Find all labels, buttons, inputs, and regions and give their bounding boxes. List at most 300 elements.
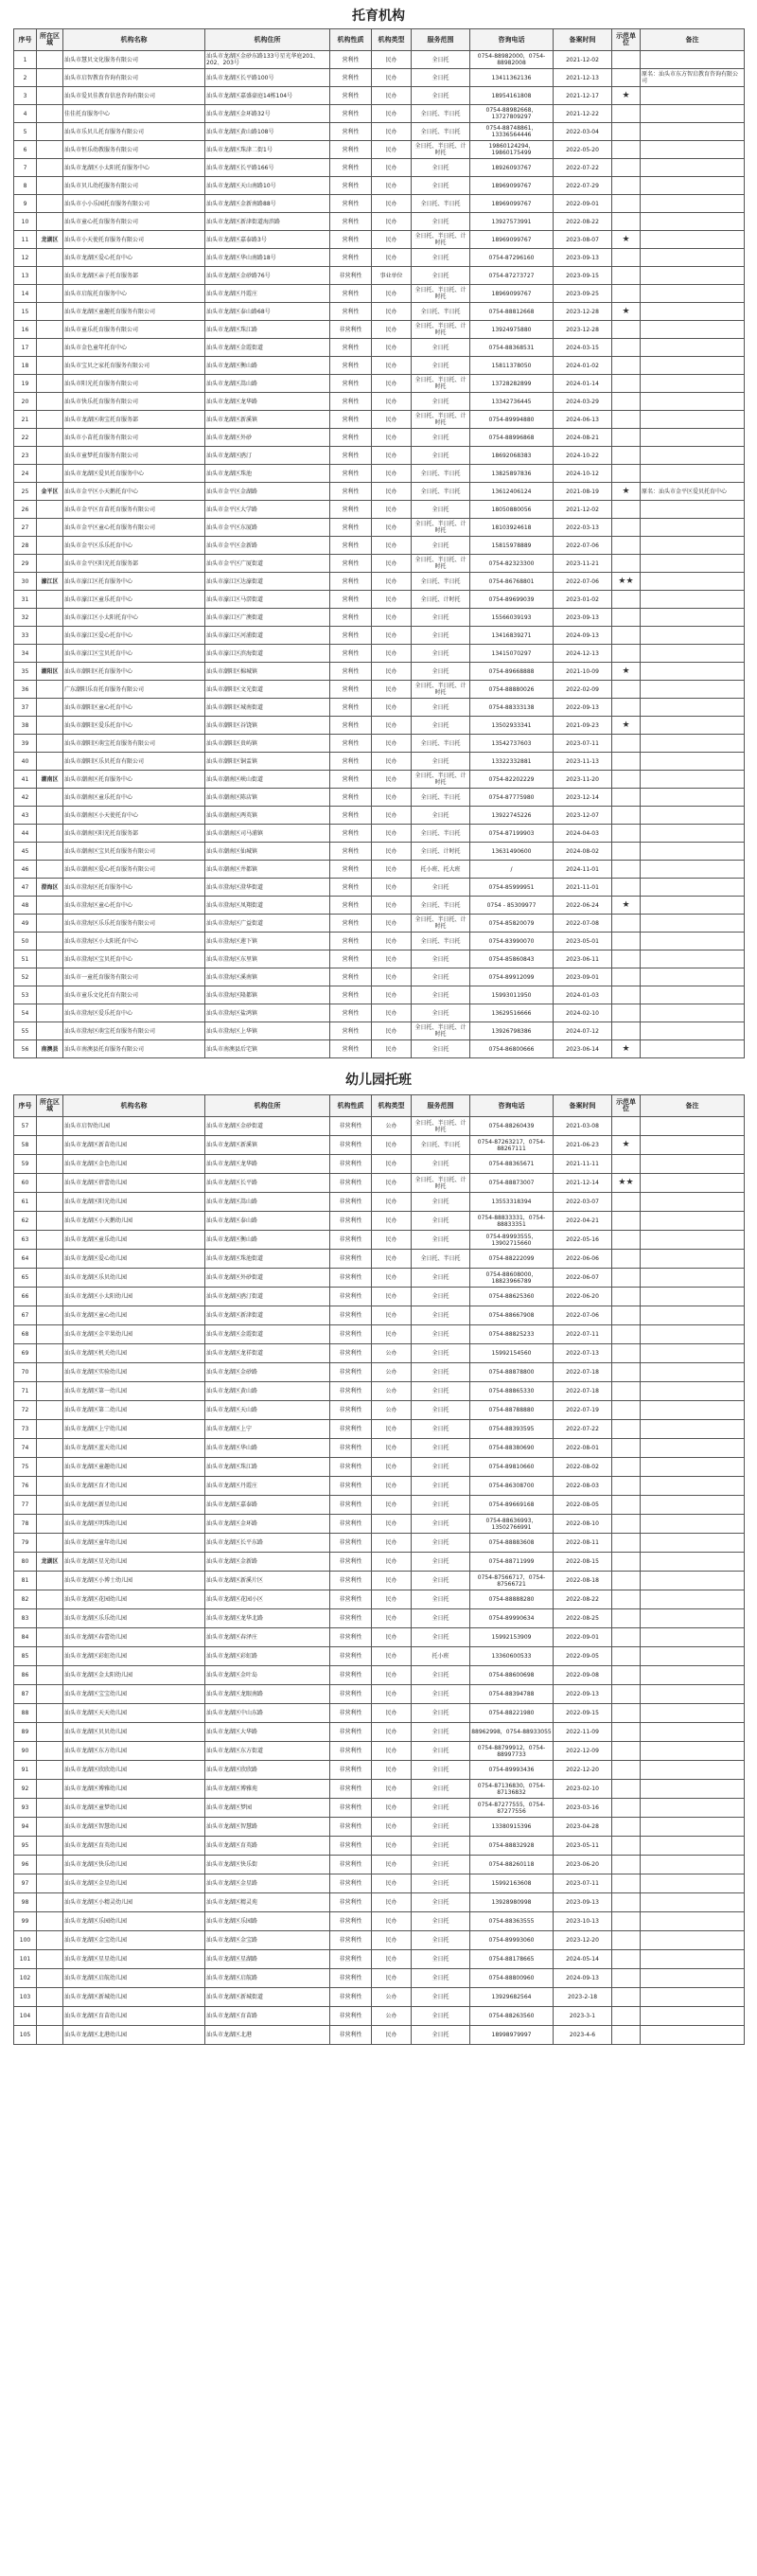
model-unit-star (612, 1288, 641, 1306)
contact-phone: 0754-87199903 (470, 825, 554, 843)
institution-type: 民办 (372, 1004, 412, 1022)
model-unit-star (612, 861, 641, 879)
filing-date: 2022-07-11 (554, 1325, 612, 1344)
institution-address: 汕头市澄海区隆都镇 (205, 986, 330, 1004)
institution-nature: 营利性 (330, 771, 372, 789)
institution-nature: 营利性 (330, 465, 372, 483)
model-unit-star (612, 177, 641, 195)
service-scope: 全日托 (412, 1969, 470, 1988)
row-number: 48 (14, 897, 37, 915)
contact-phone: 13924975880 (470, 321, 554, 339)
institution-type: 民办 (372, 789, 412, 807)
institution-nature: 营利性 (330, 609, 372, 627)
table-row (14, 807, 745, 825)
district-cell (37, 717, 63, 735)
institution-address: 汕头市潮阳区铜盂镇 (205, 753, 330, 771)
table-row (14, 986, 745, 1004)
kindergarten-header-row (14, 1095, 745, 1117)
institution-type: 公办 (372, 1344, 412, 1363)
remark-cell (641, 1609, 745, 1628)
remark-cell (641, 1799, 745, 1818)
district-cell (37, 1912, 63, 1931)
remark-cell (641, 591, 745, 609)
table-row (14, 933, 745, 950)
institution-address: 汕头市澄海区澄华街道 (205, 879, 330, 897)
contact-phone: 13926798386 (470, 1022, 554, 1040)
institution-name: 汕头市小苗托育服务有限公司 (63, 429, 205, 447)
institution-name: 汕头市龙湖区阳光幼儿园 (63, 1193, 205, 1212)
institution-name: 汕头市龙湖区明珠幼儿园 (63, 1515, 205, 1534)
row-number: 11 (14, 231, 37, 249)
filing-date: 2022-12-20 (554, 1761, 612, 1780)
model-unit-star (612, 1363, 641, 1382)
filing-date: 2023-01-02 (554, 591, 612, 609)
institution-type: 民办 (372, 1742, 412, 1761)
service-scope: 全日托 (412, 1628, 470, 1647)
table-row (14, 69, 745, 87)
institution-name: 汕头市龙湖区宝宝幼儿园 (63, 1685, 205, 1704)
table-row (14, 1193, 745, 1212)
institution-name: 汕头市潮阳区乐贝托育有限公司 (63, 753, 205, 771)
institution-nature: 营利性 (330, 411, 372, 429)
filing-date: 2024-01-14 (554, 375, 612, 393)
filing-date: 2022-06-20 (554, 1288, 612, 1306)
institution-name: 汕头市澄海区托育服务中心 (63, 879, 205, 897)
nursery-section-title: 托育机构 (352, 9, 405, 24)
service-scope: 全日托、计时托 (412, 843, 470, 861)
filing-date: 2022-12-09 (554, 1742, 612, 1761)
institution-type: 公办 (372, 2007, 412, 2026)
district-cell (37, 699, 63, 717)
model-unit-star (612, 537, 641, 555)
contact-phone: 0754-87263217，0754-88267111 (470, 1136, 554, 1155)
remark-cell (641, 717, 745, 735)
contact-phone: 0754-85860843 (470, 950, 554, 968)
district-cell (37, 861, 63, 879)
table-row (14, 1212, 745, 1231)
contact-phone: 0754-88865330 (470, 1382, 554, 1401)
contact-phone: 13922745226 (470, 807, 554, 825)
remark-cell (641, 1761, 745, 1780)
institution-address: 汕头市龙湖区鸥汀 (205, 447, 330, 465)
institution-nature: 营利性 (330, 915, 372, 933)
service-scope: 全日托、半日托、计时托 (412, 231, 470, 249)
contact-phone: / (470, 861, 554, 879)
service-scope: 全日托、半日托 (412, 897, 470, 915)
table-row (14, 1174, 745, 1193)
institution-address: 汕头市潮阳区城南街道 (205, 699, 330, 717)
service-scope: 全日托、半日托 (412, 1250, 470, 1269)
institution-address: 汕头市潮南区陈店镇 (205, 789, 330, 807)
institution-type: 民办 (372, 807, 412, 825)
institution-address: 汕头市龙湖区金叶岛 (205, 1666, 330, 1685)
institution-type: 民办 (372, 968, 412, 986)
table-row (14, 249, 745, 267)
table-row (14, 1704, 745, 1723)
service-scope: 全日托、半日托 (412, 933, 470, 950)
contact-phone: 0754-89993060 (470, 1931, 554, 1950)
district-cell (37, 1685, 63, 1704)
district-cell (37, 1193, 63, 1212)
institution-type: 民办 (372, 1174, 412, 1193)
service-scope: 全日托、半日托 (412, 825, 470, 843)
institution-address: 汕头市濠江区广澳街道 (205, 609, 330, 627)
institution-name: 汕头市龙湖区金星幼儿园 (63, 1874, 205, 1893)
contact-phone: 0754-85999951 (470, 879, 554, 897)
remark-cell (641, 968, 745, 986)
remark-cell (641, 1553, 745, 1572)
filing-date: 2024-03-29 (554, 393, 612, 411)
institution-nature: 非营利性 (330, 1325, 372, 1344)
institution-type: 民办 (372, 483, 412, 501)
institution-name: 汕头市启智幼儿园 (63, 1117, 205, 1136)
remark-cell (641, 1250, 745, 1269)
institution-name: 汕头市龙湖区蓓蕾幼儿园 (63, 1174, 205, 1193)
contact-phone: 13553318394 (470, 1193, 554, 1212)
institution-type: 民办 (372, 1155, 412, 1174)
table-row (14, 771, 745, 789)
model-unit-star (612, 986, 641, 1004)
contact-phone: 18954161808 (470, 87, 554, 105)
institution-name: 汕头市龙湖区启航幼儿园 (63, 1969, 205, 1988)
filing-date: 2023-09-13 (554, 249, 612, 267)
institution-type: 民办 (372, 1515, 412, 1534)
table-row (14, 753, 745, 771)
row-number: 58 (14, 1136, 37, 1155)
institution-name: 汕头市龙湖区新城幼儿园 (63, 1988, 205, 2007)
row-number: 83 (14, 1609, 37, 1628)
institution-nature: 非营利性 (330, 1837, 372, 1856)
service-scope: 全日托、半日托、计时托 (412, 141, 470, 159)
model-unit-star (612, 591, 641, 609)
institution-type: 民办 (372, 1136, 412, 1155)
row-number: 23 (14, 447, 37, 465)
service-scope: 全日托 (412, 2007, 470, 2026)
model-unit-star (612, 393, 641, 411)
row-number: 89 (14, 1723, 37, 1742)
row-number: 41 (14, 771, 37, 789)
institution-type: 民办 (372, 1893, 412, 1912)
institution-nature: 营利性 (330, 717, 372, 735)
institution-nature: 非营利性 (330, 1136, 372, 1155)
service-scope: 全日托 (412, 1931, 470, 1950)
row-number: 61 (14, 1193, 37, 1212)
contact-phone: 0754-89912099 (470, 968, 554, 986)
institution-nature: 营利性 (330, 1040, 372, 1058)
service-scope: 全日托 (412, 807, 470, 825)
column-header-institution-nature: 机构性质 (330, 29, 372, 51)
contact-phone: 15815978889 (470, 537, 554, 555)
contact-phone: 0754-88799912，0754-88997733 (470, 1742, 554, 1761)
institution-address: 汕头市潮南区峡山街道 (205, 771, 330, 789)
table-row (14, 1969, 745, 1988)
institution-name: 汕头市龙湖区星光幼儿园 (63, 1553, 205, 1572)
table-row (14, 663, 745, 681)
district-cell (37, 537, 63, 555)
institution-address: 汕头市南澳县后宅镇 (205, 1040, 330, 1058)
district-cell (37, 429, 63, 447)
table-row (14, 321, 745, 339)
service-scope: 全日托 (412, 1439, 470, 1458)
filing-date: 2021-11-11 (554, 1155, 612, 1174)
institution-address: 汕头市龙湖区北港 (205, 2026, 330, 2045)
institution-address: 汕头市龙湖区智慧路 (205, 1818, 330, 1837)
table-row (14, 1590, 745, 1609)
filing-date: 2021-12-02 (554, 51, 612, 69)
district-cell (37, 753, 63, 771)
remark-cell (641, 986, 745, 1004)
table-row (14, 1458, 745, 1477)
contact-phone: 18692068383 (470, 447, 554, 465)
table-row (14, 1893, 745, 1912)
table-row (14, 555, 745, 573)
filing-date: 2023-06-20 (554, 1856, 612, 1874)
institution-nature: 营利性 (330, 429, 372, 447)
institution-address: 汕头市龙湖区长平东路 (205, 1534, 330, 1553)
contact-phone: 0754-88888280 (470, 1590, 554, 1609)
institution-name: 汕头市龙湖区新苗幼儿园 (63, 1136, 205, 1155)
district-cell (37, 1231, 63, 1250)
institution-address: 汕头市龙湖区育苗路 (205, 2007, 330, 2026)
service-scope: 全日托 (412, 213, 470, 231)
district-cell (37, 1022, 63, 1040)
model-unit-star (612, 933, 641, 950)
contact-phone: 0754-88221980 (470, 1704, 554, 1723)
contact-phone: 0754-89990634 (470, 1609, 554, 1628)
district-cell (37, 1401, 63, 1420)
table-row (14, 1269, 745, 1288)
service-scope: 全日托 (412, 1780, 470, 1799)
institution-address: 汕头市龙湖区大华路 (205, 1723, 330, 1742)
institution-name: 汕头市澄海区爱乐托育中心 (63, 1004, 205, 1022)
model-unit-star (612, 735, 641, 753)
filing-date: 2022-03-04 (554, 123, 612, 141)
filing-date: 2022-08-18 (554, 1572, 612, 1590)
document-page (0, 4, 757, 2576)
institution-name: 汕头市小天使托育服务有限公司 (63, 231, 205, 249)
district-cell (37, 627, 63, 645)
contact-phone: 0754-88365671 (470, 1155, 554, 1174)
institution-address: 汕头市龙湖区黄山路108号 (205, 123, 330, 141)
institution-name: 汕头市南澳县托育服务有限公司 (63, 1040, 205, 1058)
filing-date: 2022-07-18 (554, 1382, 612, 1401)
institution-nature: 营利性 (330, 285, 372, 303)
table-row (14, 501, 745, 519)
institution-nature: 营利性 (330, 249, 372, 267)
institution-name: 汕头市龙湖区新星幼儿园 (63, 1496, 205, 1515)
institution-nature: 营利性 (330, 87, 372, 105)
row-number: 33 (14, 627, 37, 645)
institution-address: 汕头市龙湖区华山路 (205, 1439, 330, 1458)
filing-date: 2023-12-28 (554, 321, 612, 339)
filing-date: 2022-06-06 (554, 1250, 612, 1269)
institution-type: 民办 (372, 159, 412, 177)
table-row (14, 177, 745, 195)
contact-phone: 15566039193 (470, 609, 554, 627)
row-number: 52 (14, 968, 37, 986)
district-cell (37, 1950, 63, 1969)
remark-cell (641, 1458, 745, 1477)
institution-address: 汕头市龙湖区金砂路 (205, 1363, 330, 1382)
filing-date: 2021-12-17 (554, 87, 612, 105)
institution-address: 汕头市金平区东厦路 (205, 519, 330, 537)
institution-type: 民办 (372, 141, 412, 159)
service-scope: 全日托 (412, 1477, 470, 1496)
institution-nature: 营利性 (330, 339, 372, 357)
institution-type: 民办 (372, 753, 412, 771)
institution-address: 汕头市潮阳区文光街道 (205, 681, 330, 699)
service-scope: 全日托 (412, 1363, 470, 1382)
remark-cell (641, 1401, 745, 1420)
model-unit-star: ★ (612, 663, 641, 681)
row-number: 28 (14, 537, 37, 555)
filing-date: 2022-03-07 (554, 1193, 612, 1212)
remark-cell (641, 303, 745, 321)
remark-cell (641, 1306, 745, 1325)
institution-nature: 营利性 (330, 51, 372, 69)
table-row (14, 1837, 745, 1856)
institution-address: 汕头市潮阳区棉城镇 (205, 663, 330, 681)
institution-name: 汕头市濠江区托育服务中心 (63, 573, 205, 591)
remark-cell (641, 1269, 745, 1288)
table-row (14, 2026, 745, 2045)
remark-cell (641, 1231, 745, 1250)
institution-nature: 非营利性 (330, 1193, 372, 1212)
institution-nature: 非营利性 (330, 1288, 372, 1306)
table-row (14, 681, 745, 699)
model-unit-star: ★ (612, 1136, 641, 1155)
filing-date: 2024-12-13 (554, 645, 612, 663)
row-number: 1 (14, 51, 37, 69)
institution-name: 汕头市龙湖区小太阳幼儿园 (63, 1288, 205, 1306)
filing-date: 2021-08-19 (554, 483, 612, 501)
service-scope: 全日托 (412, 1685, 470, 1704)
table-row (14, 195, 745, 213)
contact-phone: 0754-88812668 (470, 303, 554, 321)
filing-date: 2022-07-06 (554, 537, 612, 555)
model-unit-star (612, 213, 641, 231)
institution-nature: 非营利性 (330, 2026, 372, 2045)
table-row (14, 591, 745, 609)
filing-date: 2022-08-01 (554, 1439, 612, 1458)
model-unit-star (612, 2026, 641, 2045)
row-number: 46 (14, 861, 37, 879)
institution-nature: 非营利性 (330, 1666, 372, 1685)
contact-phone: 0754-88363555 (470, 1912, 554, 1931)
column-header-institution-nature: 机构性质 (330, 1095, 372, 1117)
row-number: 17 (14, 339, 37, 357)
remark-cell (641, 1818, 745, 1837)
district-cell (37, 249, 63, 267)
contact-phone: 0754-89699039 (470, 591, 554, 609)
model-unit-star (612, 825, 641, 843)
table-row (14, 483, 745, 501)
institution-name: 汕头市龙湖区金苹果幼儿园 (63, 1325, 205, 1344)
model-unit-star (612, 1022, 641, 1040)
institution-nature: 非营利性 (330, 1420, 372, 1439)
institution-name: 汕头市龙湖区童梦幼儿园 (63, 1799, 205, 1818)
institution-address: 汕头市龙湖区育英路 (205, 1837, 330, 1856)
remark-cell (641, 1780, 745, 1799)
remark-cell (641, 627, 745, 645)
row-number: 49 (14, 915, 37, 933)
district-cell (37, 447, 63, 465)
table-row (14, 573, 745, 591)
model-unit-star (612, 267, 641, 285)
institution-nature: 非营利性 (330, 1269, 372, 1288)
institution-address: 汕头市龙湖区启航路 (205, 1969, 330, 1988)
institution-type: 民办 (372, 1193, 412, 1212)
institution-nature: 营利性 (330, 231, 372, 249)
district-cell (37, 735, 63, 753)
institution-name: 汕头市澄海区宝贝托育中心 (63, 950, 205, 968)
district-cell (37, 267, 63, 285)
service-scope: 全日托、半日托、计时托 (412, 915, 470, 933)
institution-address: 汕头市金平区金湖路 (205, 483, 330, 501)
model-unit-star (612, 1458, 641, 1477)
filing-date: 2022-09-15 (554, 1704, 612, 1723)
remark-cell (641, 195, 745, 213)
model-unit-star (612, 1420, 641, 1439)
institution-nature: 非营利性 (330, 1856, 372, 1874)
institution-type: 民办 (372, 1780, 412, 1799)
filing-date: 2023-09-25 (554, 285, 612, 303)
contact-phone: 0754-89669168 (470, 1496, 554, 1515)
district-cell (37, 195, 63, 213)
filing-date: 2022-05-16 (554, 1231, 612, 1250)
institution-nature: 营利性 (330, 1004, 372, 1022)
remark-cell (641, 1155, 745, 1174)
district-cell (37, 2007, 63, 2026)
model-unit-star (612, 519, 641, 537)
institution-name: 汕头市启智教育咨询有限公司 (63, 69, 205, 87)
filing-date: 2022-02-09 (554, 681, 612, 699)
contact-phone: 0754-88873007 (470, 1174, 554, 1193)
district-cell: 龙湖区 (37, 1553, 63, 1572)
institution-nature: 非营利性 (330, 1761, 372, 1780)
institution-name: 汕头市龙湖区乐贝幼儿园 (63, 1269, 205, 1288)
nursery-header-row (14, 29, 745, 51)
service-scope: 全日托 (412, 69, 470, 87)
row-number: 77 (14, 1496, 37, 1515)
table-row (14, 825, 745, 843)
institution-nature: 营利性 (330, 393, 372, 411)
service-scope: 全日托 (412, 501, 470, 519)
institution-name: 汕头市龙湖区童年幼儿园 (63, 1534, 205, 1553)
institution-nature: 营利性 (330, 843, 372, 861)
institution-address: 汕头市龙湖区衡山路 (205, 1231, 330, 1250)
remark-cell (641, 861, 745, 879)
contact-phone: 0754-88260439 (470, 1117, 554, 1136)
remark-cell (641, 1325, 745, 1344)
institution-name: 汕头市龙湖区小天鹅幼儿园 (63, 1212, 205, 1231)
service-scope: 全日托、半日托、计时托 (412, 1022, 470, 1040)
column-header-filing-date: 备案时间 (554, 29, 612, 51)
institution-type: 民办 (372, 627, 412, 645)
row-number: 67 (14, 1306, 37, 1325)
model-unit-star (612, 69, 641, 87)
row-number: 55 (14, 1022, 37, 1040)
row-number: 26 (14, 501, 37, 519)
remark-cell (641, 177, 745, 195)
filing-date: 2024-08-21 (554, 429, 612, 447)
model-unit-star (612, 1704, 641, 1723)
table-row (14, 1231, 745, 1250)
model-unit-star (612, 1004, 641, 1022)
row-number: 54 (14, 1004, 37, 1022)
institution-type: 民办 (372, 825, 412, 843)
service-scope: 全日托 (412, 1988, 470, 2007)
